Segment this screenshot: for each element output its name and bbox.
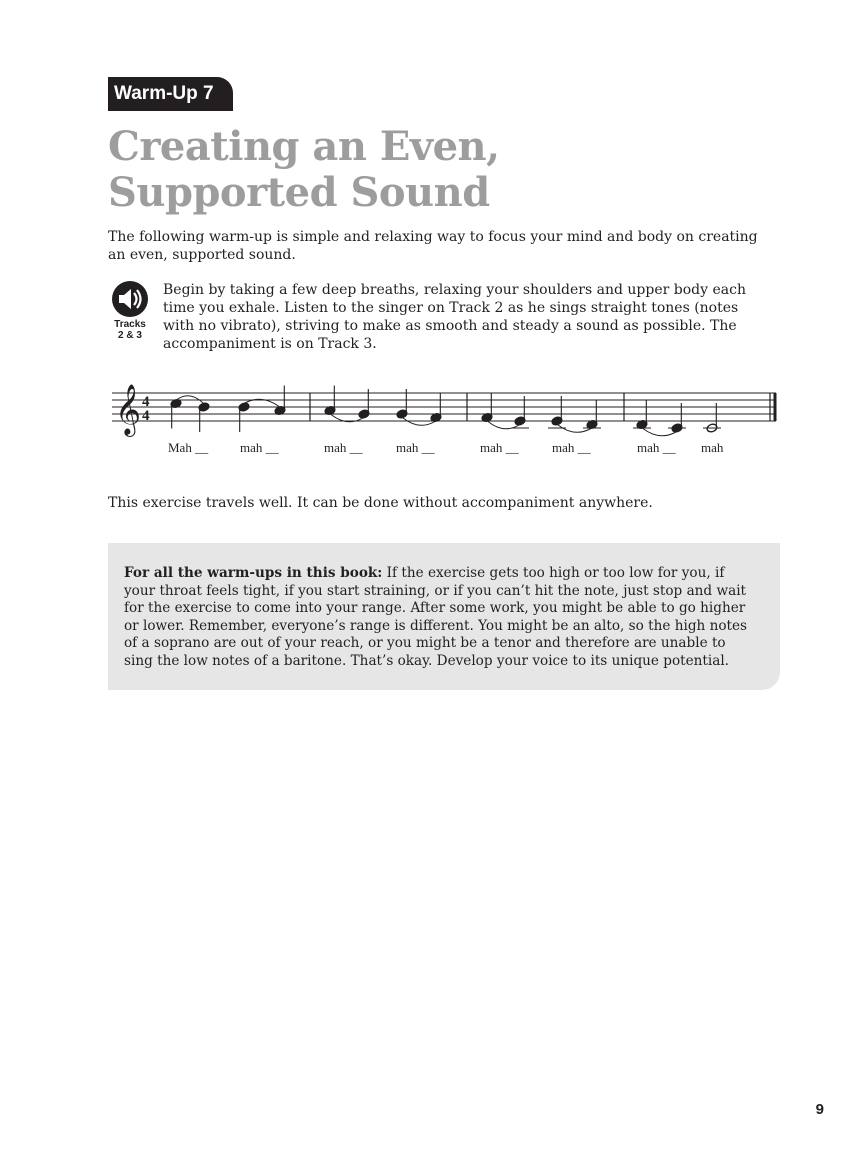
speaker-icon: [111, 280, 149, 318]
warm-up-tab: [108, 77, 233, 111]
track-label-line-2: 2 & 3: [118, 330, 142, 341]
treble-clef-icon: 𝄞: [115, 385, 142, 434]
lyric-7: mah __: [637, 440, 676, 455]
page-title: [108, 124, 500, 216]
track-label-line-1: Tracks: [114, 319, 146, 330]
svg-text:4: 4: [142, 394, 150, 410]
slur: [643, 429, 676, 436]
lyric-1: Mah __: [168, 440, 209, 455]
lyric-2: mah __: [240, 440, 279, 455]
lyric-3: mah __: [324, 440, 363, 455]
travel-paragraph: This exercise travels well. It can be done without accompaniment anywhere.: [108, 495, 653, 511]
instructions-paragraph: Begin by taking a few deep breaths, relaxing your shoulders and upper body each time you exhale. Listen to the singer on Track 2 as he sings straight tones (notes with no vibrato), striving to make as smooth and steady a sound as possible. The accompaniment is on Track 3.: [163, 282, 746, 352]
title-line-2: Supported Sound: [108, 169, 490, 216]
svg-text:4: 4: [142, 408, 150, 424]
tip-box: [108, 543, 780, 690]
lyric-6: mah __: [552, 440, 591, 455]
page-number: 9: [815, 1101, 824, 1118]
title-line-1: Creating an Even,: [108, 123, 500, 170]
slur: [488, 422, 519, 429]
slur: [558, 425, 591, 432]
time-signature: [142, 394, 150, 424]
tip-lead: For all the warm-ups in this book:: [124, 565, 383, 581]
lyric-8: mah: [701, 440, 724, 455]
warm-up-label: Warm-Up 7: [114, 83, 214, 104]
tip-body: If the exercise gets too high or too low for you, if your throat feels tight, if you start straining, or if you can’t hit the note, just stop and wait for the exercise to come into your range. After some work, you might be able to go higher or lower. Remember, everyone’s range is different. You might be an alto, so the high notes of a soprano are out of your reach, or you might be a tenor and therefore are unable to sing the low notes of a baritone. That’s okay. Develop your voice to its unique potential.: [124, 565, 748, 669]
tip-text: [124, 565, 752, 671]
staff-lines: [112, 393, 776, 421]
intro-paragraph: The following warm-up is simple and relaxing way to focus your mind and body on creating an even, supported sound.: [108, 229, 758, 263]
lyric-4: mah __: [396, 440, 435, 455]
slur: [403, 418, 435, 425]
music-staff: [108, 372, 780, 464]
lyrics: [168, 440, 724, 455]
track-label: [108, 319, 152, 341]
lyric-5: mah __: [480, 440, 519, 455]
